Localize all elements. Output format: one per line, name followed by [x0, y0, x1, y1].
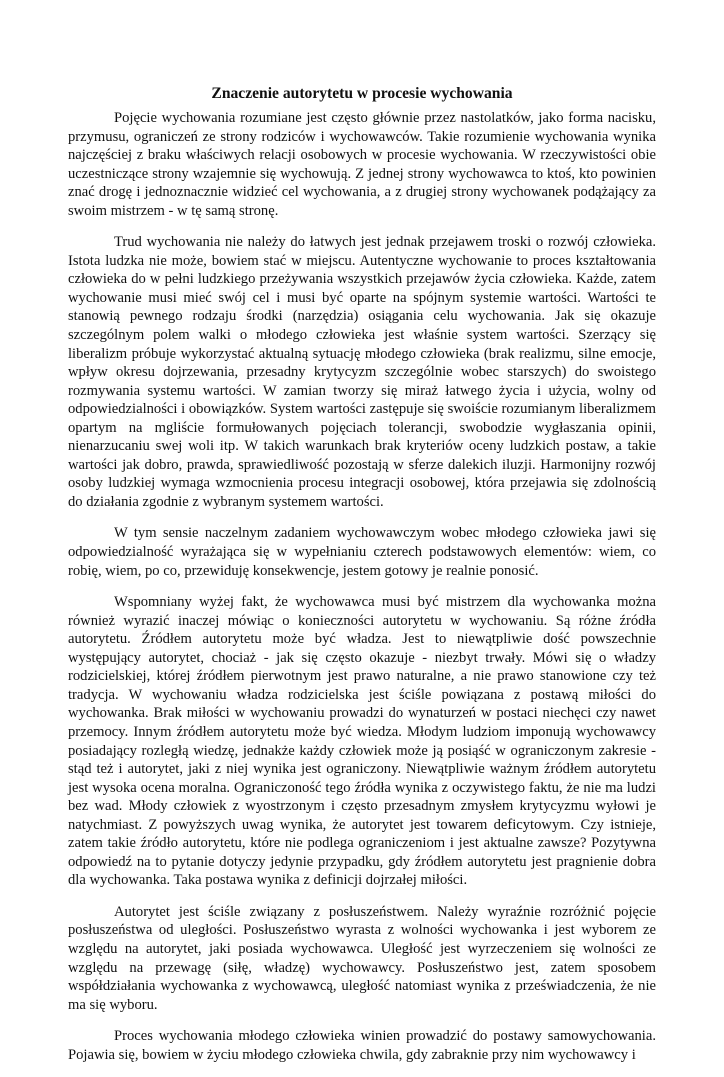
document-title: Znaczenie autorytetu w procesie wychowania — [211, 85, 513, 102]
document-page — [68, 84, 656, 1077]
paragraph-6: Proces wychowania młodego człowieka winien prowadzić do postawy samowychowania. Pojawia się, bowiem w życiu młodego człowieka chwila, gdy zabraknie przy nim wychowawcy i — [68, 1028, 656, 1063]
paragraph-5: Autorytet jest ściśle związany z posłuszeństwem. Należy wyraźnie rozróżnić pojęcie posłuszeństwa od uległości. Posłuszeństwo wyrasta z wolności wychowanka i jest wyborem ze względu na autorytet, jaki posiada wychowawca. Uległość jest wyrzeczeniem się wolności ze względu na przewagę (siłę, władzę) wychowawcy. Posłuszeństwo jest, zatem sposobem współdziałania wychowanka z wychowawcą, uległość natomiast wynika z przeświadczenia, że nie ma się wyboru. — [68, 903, 656, 1013]
paragraph-4: Wspomniany wyżej fakt, że wychowawca musi być mistrzem dla wychowanka można również wyrazić inaczej mówiąc o konieczności autorytetu w wychowaniu. Są różne źródła autorytetu. Źródłem autorytetu może być władza. Jest to niewątpliwie dość powszechnie występujący autorytet, chociaż - jak się często okazuje - niezbyt trwały. Mówi się o władzy rodzicielskiej, której źródłem pierwotnym jest prawo naturalne, a nie prawo stanowione czy też tradycja. W wychowaniu władza rodzicielska jest ściśle powiązana z postawą miłości do wychowanka. Brak miłości w wychowaniu prowadzi do wynaturzeń w postaci niechęci czy nawet przemocy. Innym źródłem autorytetu może być wiedza. Młodym ludziom imponują wychowawcy posiadający rozległą wiedzę, jednakże każdy człowiek może ją posiąść w ograniczonym zakresie - stąd też i autorytet, jaki z niej wynika jest ograniczony. Niewątpliwie ważnym źródłem autorytetu jest wysoka ocena moralna. Ograniczoność tego źródła wynika z oczywistego faktu, że nie ma ludzi bez wad. Młody człowiek z wyostrzonym i często przesadnym zmysłem krytycyzmu wyłowi je natychmiast. Z powyższych uwag wynika, że autorytet jest towarem deficytowym. Czy istnieje, zatem takie źródło autorytetu, które nie podlega ograniczeniom i jest aktualne zawsze? Pozytywna odpowiedź na to pytanie dotyczy jedynie przypadku, gdy źródłem autorytetu jest pragnienie dobra dla wychowanka. Taka postawa wynika z definicji dojrzałej miłości. — [68, 594, 656, 889]
paragraph-2: Trud wychowania nie należy do łatwych jest jednak przejawem troski o rozwój człowieka. Istota ludzka nie może, bowiem stać w miejscu. Autentyczne wychowanie to proces kształtowania człowieka do w pełni ludzkiego przeżywania wszystkich przejawów życia człowieka. Każde, zatem wychowanie musi mieć swój cel i musi być oparte na spójnym systemie wartości. Wartości te stanowią pewnego rodzaju środki (narzędzia) osiągania celu wychowania. Jak się okazuje szczególnym polem walki o młodego człowieka jest właśnie system wartości. Szerzący się liberalizm próbuje wykorzystać aktualną sytuację młodego człowieka (brak realizmu, silne emocje, wpływ okresu dojrzewania, przesadny krytycyzm szczególnie wobec starszych) do swoistego rozmywania systemu wartości. W zamian tworzy się miraż łatwego życia i użycia, wolny od odpowiedzialności i obowiązków. System wartości zastępuje się swoiście rozumianym liberalizmem opartym na mgliście formułowanych pojęciach tolerancji, swobodzie wygłaszania opinii, nienarzucaniu swej woli itp. W takich warunkach brak kryteriów oceny ludzkich postaw, a takie wartości jak dobro, prawda, sprawiedliwość pozostają w sferze dalekich iluzji. Harmonijny rozwój osoby ludzkiej wymaga wzmocnienia procesu integracji osobowej, która przejawia się zdolnością do działania zgodnie z wybranym systemem wartości. — [68, 234, 656, 510]
paragraph-1: Pojęcie wychowania rozumiane jest często głównie przez nastolatków, jako forma nacisku, przymusu, ograniczeń ze strony rodziców i wychowawców. Takie rozumienie wychowania wynika najczęściej z braku właściwych relacji osobowych w procesie wychowania. W rzeczywistości obie uczestniczące strony wzajemnie się wychowują. Z jednej strony wychowawca to ktoś, kto powinien znać drogę i jednoznacznie widzieć cel wychowania, a z drugiej strony wychowanek podążający za swoim mistrzem - w tę samą stronę. — [68, 110, 656, 219]
paragraph-3: W tym sensie naczelnym zadaniem wychowawczym wobec młodego człowieka jawi się odpowiedzialność wyrażająca się w wypełnianiu czterech podstawowych elementów: wiem, co robię, wiem, po co, przewiduję konsekwencje, jestem gotowy je realnie ponosić. — [68, 525, 656, 579]
